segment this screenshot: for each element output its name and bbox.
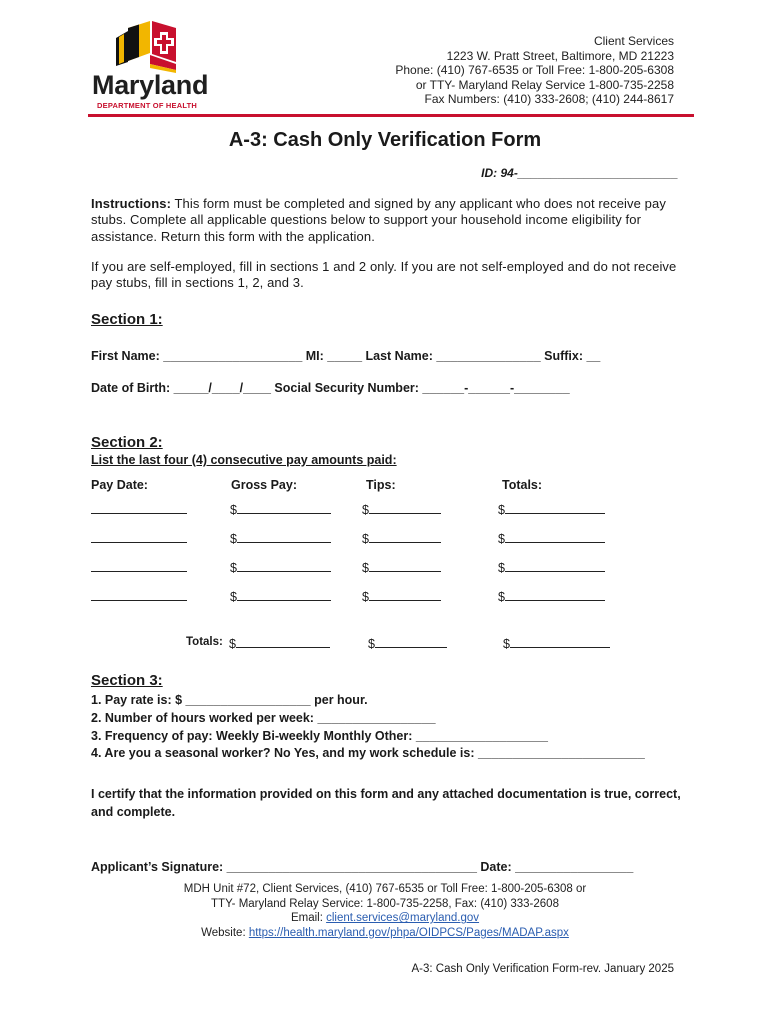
gross-pay-field[interactable]: $ bbox=[230, 589, 331, 604]
col-tips: Tips: bbox=[366, 478, 396, 492]
seasonal-worker-field[interactable]: 4. Are you a seasonal worker? No Yes, and my work schedule is: ________________________ bbox=[91, 746, 645, 760]
instructions bbox=[91, 196, 681, 245]
contact-line: Fax Numbers: (410) 333-2608; (410) 244-8617 bbox=[424, 92, 674, 107]
footer-contact bbox=[0, 882, 770, 940]
footer-line: MDH Unit #72, Client Services, (410) 767-6535 or Toll Free: 1-800-205-6308 or bbox=[183, 883, 587, 895]
section-2-subheading: List the last four (4) consecutive pay amounts paid: bbox=[91, 453, 397, 467]
total-field[interactable]: $ bbox=[498, 560, 605, 575]
pay-date-field[interactable] bbox=[91, 560, 187, 572]
pay-frequency-field[interactable]: 3. Frequency of pay: Weekly Bi-weekly Monthly Other: ___________________ bbox=[91, 729, 548, 743]
signature-date-field[interactable]: Applicant’s Signature: ____________________________________ Date: _________________ bbox=[91, 860, 634, 874]
logo-wordmark: Maryland bbox=[92, 70, 209, 100]
tips-total-field[interactable]: $ bbox=[368, 636, 447, 651]
gross-pay-field[interactable]: $ bbox=[230, 502, 331, 517]
instructions-text: This form must be completed and signed by any applicant who does not receive pay stubs. Complete all applicable questions below to support your household income eligibility for assistance. Return this form with the application. bbox=[91, 196, 666, 244]
col-gross-pay: Gross Pay: bbox=[231, 478, 298, 492]
contact-block bbox=[395, 34, 674, 107]
footer-website: Website: https://health.maryland.gov/phpa/OIDPCS/Pages/MADAP.aspx bbox=[201, 926, 569, 939]
total-field[interactable]: $ bbox=[498, 531, 605, 546]
name-fields[interactable]: First Name: ____________________ MI: _____ Last Name: _______________ Suffix: __ bbox=[91, 349, 601, 363]
dob-ssn-fields[interactable]: Date of Birth: _____/____/____ Social Security Number: ______-______-________ bbox=[91, 381, 570, 395]
id-field[interactable]: ID: 94-________________________ bbox=[481, 166, 678, 180]
col-pay-date: Pay Date: bbox=[91, 478, 148, 492]
contact-line: 1223 W. Pratt Street, Baltimore, MD 21223 bbox=[446, 48, 674, 63]
footer-line: TTY- Maryland Relay Service: 1-800-735-2258, Fax: (410) 333-2608 bbox=[211, 897, 559, 910]
section-1-heading: Section 1: bbox=[91, 311, 163, 328]
gross-pay-field[interactable]: $ bbox=[230, 560, 331, 575]
form-title: A-3: Cash Only Verification Form bbox=[228, 129, 542, 151]
tips-field[interactable]: $ bbox=[362, 589, 441, 604]
section-note: If you are self-employed, fill in sections 1 and 2 only. If you are not self-employed and do not receive pay stubs, fill in sections 1, 2, and 3. bbox=[91, 259, 677, 291]
section-3-heading: Section 3: bbox=[91, 672, 163, 689]
tips-field[interactable]: $ bbox=[362, 531, 441, 546]
pay-rate-field[interactable]: 1. Pay rate is: $ __________________ per hour. bbox=[91, 693, 368, 707]
certification-statement: I certify that the information provided on this form and any attached documentation is true, correct, and complete. bbox=[91, 787, 681, 819]
email-link[interactable]: client.services@maryland.gov bbox=[326, 912, 480, 925]
gross-pay-field[interactable]: $ bbox=[230, 531, 331, 546]
instructions-label: Instructions: bbox=[91, 196, 172, 211]
contact-line: Phone: (410) 767-6535 or Toll Free: 1-800-205-6308 bbox=[395, 63, 674, 78]
tips-field[interactable]: $ bbox=[362, 502, 441, 517]
contact-line: Client Services bbox=[593, 34, 674, 48]
total-field[interactable]: $ bbox=[498, 589, 605, 604]
logo-department: DEPARTMENT OF HEALTH bbox=[97, 101, 197, 110]
hours-per-week-field[interactable]: 2. Number of hours worked per week: _________________ bbox=[91, 711, 436, 725]
total-field[interactable]: $ bbox=[498, 502, 605, 517]
grand-total-field[interactable]: $ bbox=[503, 636, 610, 651]
website-link[interactable]: https://health.maryland.gov/phpa/OIDPCS/Pages/MADAP.aspx bbox=[248, 926, 569, 939]
col-totals: Totals: bbox=[502, 478, 543, 492]
contact-line: or TTY- Maryland Relay Service 1-800-735-2258 bbox=[415, 77, 674, 92]
totals-label: Totals: bbox=[186, 636, 223, 648]
tips-field[interactable]: $ bbox=[362, 560, 441, 575]
form-revision: A-3: Cash Only Verification Form-rev. January 2025 bbox=[411, 963, 674, 975]
footer-email: Email: client.services@maryland.gov bbox=[290, 912, 480, 925]
pay-date-field[interactable] bbox=[91, 531, 187, 543]
pay-date-field[interactable] bbox=[91, 589, 187, 601]
header-divider bbox=[88, 114, 694, 117]
pay-date-field[interactable] bbox=[91, 502, 187, 514]
section-2-heading: Section 2: bbox=[91, 434, 163, 451]
gross-pay-total-field[interactable]: $ bbox=[229, 636, 330, 651]
